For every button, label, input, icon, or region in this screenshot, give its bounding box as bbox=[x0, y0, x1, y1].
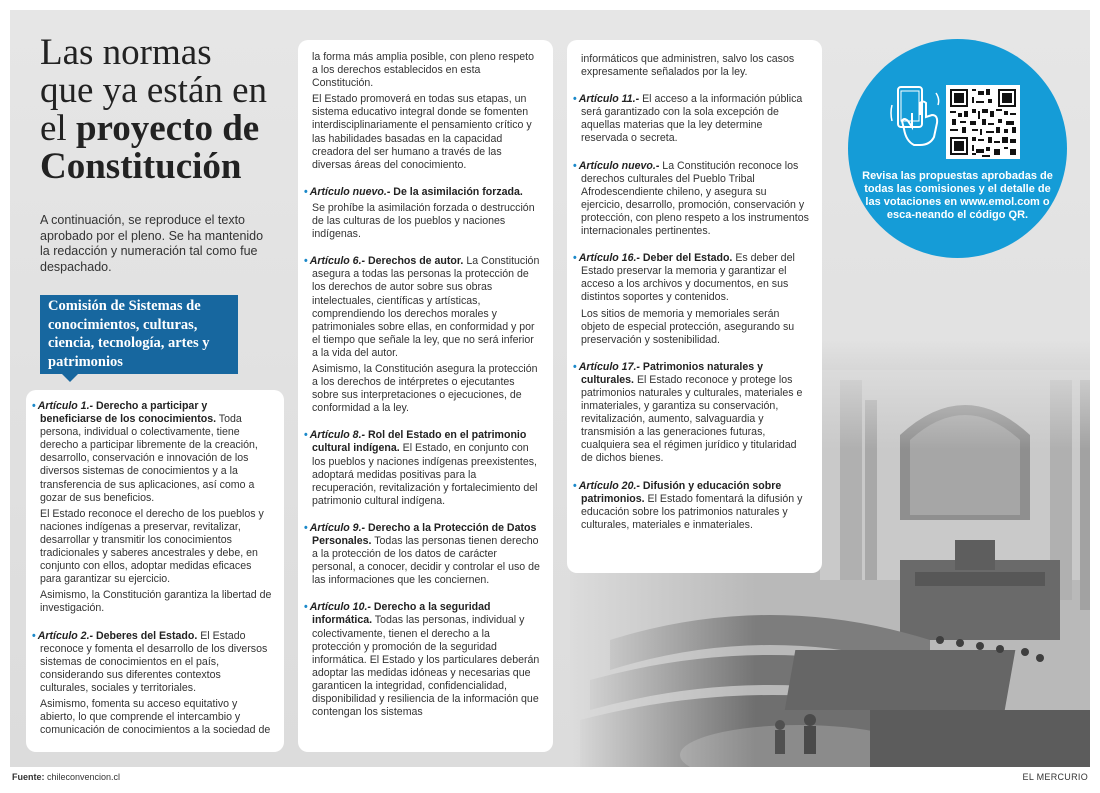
bullet-icon: • bbox=[32, 400, 36, 412]
phone-tap-icon bbox=[890, 85, 942, 147]
intro-text: A continuación, se reproduce el texto aprobado por el pleno. Se ha mantenido la redacción y numeración tal como fue despachado. bbox=[40, 213, 264, 274]
bullet-icon: • bbox=[573, 159, 577, 172]
article-20: • Artículo 20.- Difusión y educación sobre patrimonios. El Estado fomentará la difusión y educación sobre los patrimonios naturales y culturales, materiales e inmateriales. bbox=[573, 479, 803, 531]
articles-card-3 bbox=[567, 40, 822, 573]
bullet-icon: • bbox=[304, 255, 308, 268]
article-9: • Artículo 9.- Derecho a la Protección de Datos Personales. Todas las personas tienen derecho a la protección de los datos de carácter personal, a conocer, decidir y controlar el uso de las informaciones que les conciernen. bbox=[304, 521, 540, 587]
bullet-icon: • bbox=[573, 93, 577, 106]
article-2: • Artículo 2.- Deberes del Estado. El Estado reconoce y fomenta el desarrollo de los diversos sistemas de conocimientos en el país, considerando sus diferentes contextos culturales, sociales y territoriales. Asimismo, fomenta su acceso equitativo y abierto, lo que comprende el intercambio y comunicación de conocimientos a la sociedad de bbox=[32, 629, 271, 737]
source-credit: Fuente: chileconvencion.cl bbox=[12, 772, 121, 782]
article-17: • Artículo 17.- Patrimonios naturales y culturales. El Estado reconoce y protege los patrimonios naturales y culturales, materiales e inmateriales, y garantiza su conservación, revitalización, aumento, salvaguardia y transmisión a las generaciones futuras, cualquiera sea el régimen jurídico y titularidad de dichos bienes. bbox=[573, 360, 803, 465]
article-10-continued: informáticos que administren, salvo los casos expresamente señalados por la ley. bbox=[581, 53, 795, 79]
bullet-icon: • bbox=[304, 429, 308, 442]
bullet-icon: • bbox=[32, 629, 36, 642]
article-11: • Artículo 11.- El acceso a la información pública será garantizado con la sola excepción de aquellas materias que la ley determine reservada o secreta. bbox=[573, 93, 803, 145]
publisher-credit: EL MERCURIO bbox=[1022, 772, 1088, 782]
article-2-continued: la forma más amplia posible, con pleno respeto a los derechos establecidos en esta Constitución. El Estado promoverá en todas sus etapas, un sistema educativo integral donde se fomenten interdisciplinariamente el pensamiento crítico y las habilidades basadas en la capacidad creadora del ser humano a través de las diversas áreas del conocimiento. bbox=[312, 51, 534, 171]
qr-promo-circle bbox=[848, 39, 1067, 258]
bullet-icon: • bbox=[573, 360, 577, 373]
page-title: Las normas que ya están en el proyecto de Constitución bbox=[40, 32, 268, 187]
bullet-icon: • bbox=[304, 185, 308, 198]
article-nuevo-afrodescendiente: • Artículo nuevo.- La Constitución reconoce los derechos culturales del Pueblo Tribal Afrodescendiente chileno, y asegura su ejercicio, desarrollo, promoción, conservación y protección, con pleno respeto a los instrumentos internacionales pertinentes. bbox=[573, 159, 809, 238]
qr-code-icon bbox=[946, 85, 1020, 159]
article-6: • Artículo 6.- Derechos de autor. La Constitución asegura a todas las personas la protección de los derechos de autor sobre sus obras intelectuales, científicas y artísticas, comprendiendo los derechos morales y patrimoniales sobre ellas, en conformidad y por el tiempo que señale la ley, que no será inferior a la vida del autor. Asimismo, la Constitución asegura la protección a los derechos de intérpretes o ejecutantes sobre sus interpretaciones o ejecuciones, de conformidad a la ley. bbox=[304, 255, 540, 415]
article-nuevo-asimilacion: • Artículo nuevo.- De la asimilación forzada. Se prohíbe la asimilación forzada o destrucción de las culturas de los pueblos y naciones indígenas. bbox=[304, 185, 535, 241]
bullet-icon: • bbox=[573, 479, 577, 492]
bullet-icon: • bbox=[573, 252, 577, 265]
article-1: • Artículo 1.- Derecho a participar y beneficiarse de los conocimientos. Toda persona, individual o colectivamente, tiene derecho a participar libremente de la creación, desarrollo, conservación e innovación de los diversos sistemas de conocimientos y a la transferencia de sus aplicaciones, así como a gozar de sus beneficios. El Estado reconoce el derecho de los pueblos y naciones indígenas a preservar, revitalizar, desarrollar y transmitir los conocimientos tradicionales y saberes ancestrales y debe, en conjunto con ellos, adoptar medidas eficaces para garantizar su ejercicio. Asimismo, la Constitución garantiza la libertad de investigación. bbox=[32, 400, 272, 615]
bullet-icon: • bbox=[304, 601, 308, 614]
articles-card-2 bbox=[298, 40, 553, 752]
qr-promo-text: Revisa las propuestas aprobadas de todas las comisiones y el detalle de las votaciones en www.emol.com o esca-neando el código QR. bbox=[862, 170, 1053, 221]
article-8: • Artículo 8.- Rol del Estado en el patrimonio cultural indígena. El Estado, en conjunto con los pueblos y naciones indígenas preexistentes, adoptará medidas positivas para la recuperación, revitalización y fortalecimiento del patrimonio cultural indígena. bbox=[304, 429, 538, 507]
articles-card-1 bbox=[26, 390, 284, 752]
article-16: • Artículo 16.- Deber del Estado. Es deber del Estado preservar la memoria y garantizar el acceso a los archivos y documentos, en sus distintos soportes y contenidos. Los sitios de memoria y memoriales serán objeto de especial protección, asegurando su preservación y sostenibilidad. bbox=[573, 252, 795, 346]
background-panel bbox=[10, 10, 1090, 767]
bullet-icon: • bbox=[304, 521, 308, 534]
commission-label: Comisión de Sistemas de conocimientos, culturas, ciencia, tecnología, artes y patrimonios bbox=[40, 295, 238, 374]
article-10: • Artículo 10.- Derecho a la seguridad informática. Todas las personas, individual y colectivamente, tienen el derecho a la protección y promoción de la seguridad informática. El Estado y los particulares deberán adoptar las medidas idóneas y necesarias que garanticen la integridad, confidencialidad, disponibilidad y resiliencia de la información que contengan los sistemas bbox=[304, 601, 540, 719]
